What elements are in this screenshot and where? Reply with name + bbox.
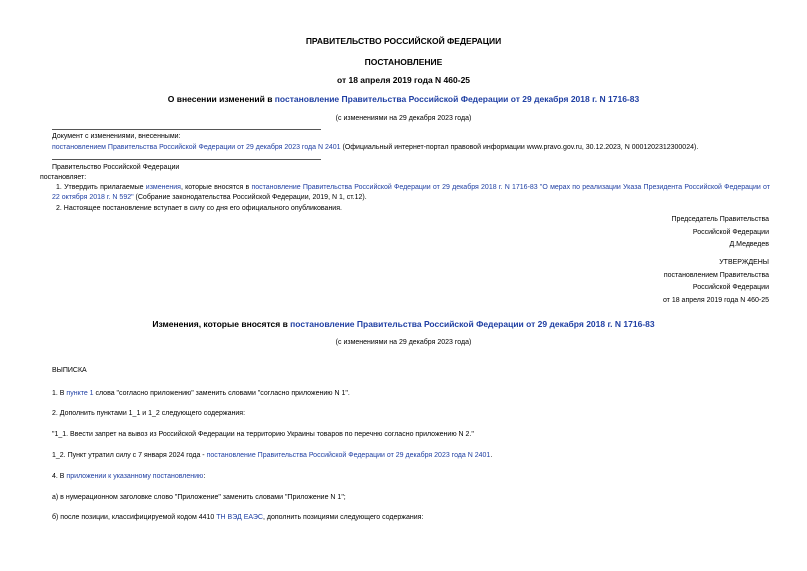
item-1-text-b: слова "согласно приложению" заменить словами "согласно приложению N 1". [93,390,350,397]
decrees-line: постановляет: [40,174,87,181]
doc-title-prefix: О внесении изменений в [167,94,275,104]
doc-type: ПОСТАНОВЛЕНИЕ [364,57,443,67]
signature-line-2: Российской Федерации [692,228,769,236]
signature-line-1: Председатель Правительства [671,216,769,223]
item-5-link[interactable]: приложении к указанному постановлению [66,473,204,480]
item-2: 2. Дополнить пунктами 1_1 и 1_2 следующего содержания: [52,410,246,417]
changes-intro: Документ с изменениями, внесенными: [52,133,181,140]
p1-changes-link[interactable]: изменения [145,184,181,191]
p1-text-a: 1. Утвердить прилагаемые [56,184,146,191]
signature-line-3: Д.Медведев [729,241,769,248]
item-7-text-b: , дополнить позициями следующего содержания: [262,514,424,521]
government-title: ПРАВИТЕЛЬСТВО РОССИЙСКОЙ ФЕДЕРАЦИИ [305,36,502,46]
doc-title [0,94,807,104]
approval-block [663,257,769,307]
doc-title-link[interactable]: постановление Правительства Российской Федерации от 29 декабря 2018 г. N 1716-83 [274,94,640,104]
approval-line-3: Российской Федерации [692,284,769,291]
divider-top [52,129,321,130]
doc-revision: (с изменениями на 29 декабря 2023 года) [335,115,472,122]
section-title [0,319,807,329]
p1-text-b: , которые вносятся в [180,184,252,191]
item-4 [52,452,492,459]
extract-label: ВЫПИСКА [52,367,87,374]
item-1-text-a: 1. В [52,390,67,397]
divider-bottom [52,159,321,160]
item-7-text-a: б) после позиции, классифицируемой кодом 4410 [52,514,217,521]
item-3: "1_1. Ввести запрет на вывоз из Российской Федерации на территорию Украины товаров по перечню согласно приложению N 2." [52,431,474,438]
item-4-text-a: 1_2. Пункт утратил силу с 7 января 2024 года - [52,452,207,459]
item-7-link[interactable]: ТН ВЭД ЕАЭС [216,514,263,521]
item-1 [52,390,350,397]
item-5 [52,473,205,480]
section-title-link[interactable]: постановление Правительства Российской Федерации от 29 декабря 2018 г. N 1716-83 [290,319,655,329]
item-5-text-b: : [203,473,206,480]
p1-decree-link[interactable]: постановление Правительства Российской Федерации от 29 декабря 2018 г. N 1716-83 "О мерах по реализации Указа Президента Российской Федерации от 22 октября 2018 г. N 592" [52,184,770,201]
signature-block [672,214,769,252]
paragraph-1 [52,183,770,203]
item-4-text-b: . [490,452,493,459]
changes-line [52,144,698,151]
item-4-link[interactable]: постановление Правительства Российской Федерации от 29 декабря 2023 года N 2401 [206,452,491,459]
section-title-prefix: Изменения, которые вносятся в [152,319,291,329]
doc-date-number: от 18 апреля 2019 года N 460-25 [336,75,471,85]
approval-line-2: постановлением Правительства [663,271,769,279]
item-7 [52,514,423,521]
item-6: а) в нумерационном заголовке слово "Приложение" заменить словами "Приложение N 1"; [52,494,346,501]
item-1-link[interactable]: пункте 1 [66,390,94,397]
changes-source: (Официальный интернет-портал правовой информации www.pravo.gov.ru, 30.12.2023, N 0001202312300024). [340,144,699,151]
section-revision: (с изменениями на 29 декабря 2023 года) [335,339,472,346]
changes-link[interactable]: постановлением Правительства Российской Федерации от 29 декабря 2023 года N 2401 [52,144,341,151]
gov-line: Правительство Российской Федерации [52,164,180,171]
approval-line-1: УТВЕРЖДЕНЫ [719,259,769,266]
approval-line-4: от 18 апреля 2019 года N 460-25 [662,296,769,304]
p1-text-c: (Собрание законодательства Российской Федерации, 2019, N 1, ст.12). [133,194,367,201]
item-5-text-a: 4. В [52,473,67,480]
paragraph-2: 2. Настоящее постановление вступает в силу со дня его официального опубликования. [56,205,342,212]
